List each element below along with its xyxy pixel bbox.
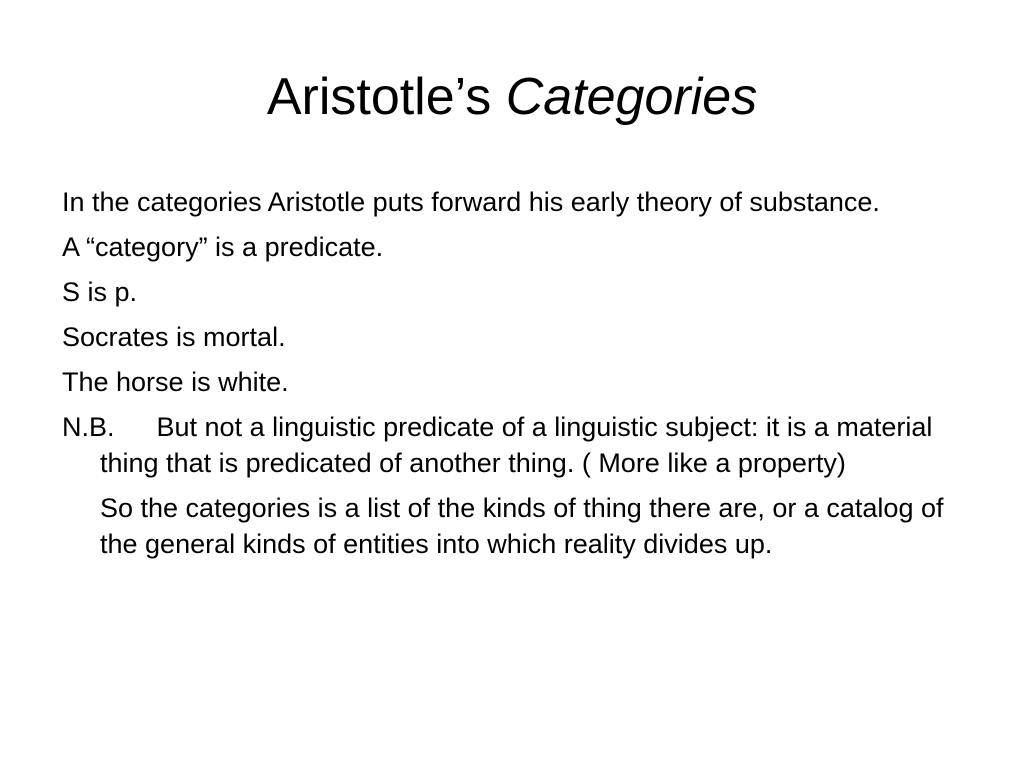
paragraph-categories-list: So the categories is a list of the kinds of thing there are, or a catalog of the general kinds of entities into which reality divides up.: [100, 493, 944, 559]
paragraph-category-definition: A “category” is a predicate.: [62, 232, 384, 262]
paragraph-horse-example: The horse is white.: [62, 367, 289, 397]
paragraph-nota-bene: [62, 409, 962, 481]
nota-bene-label: N.B.: [62, 412, 115, 442]
slide-title: [0, 62, 1024, 132]
title-italic: Categories: [505, 68, 758, 126]
paragraph-socrates-example: Socrates is mortal.: [62, 322, 286, 352]
paragraph-intro: In the categories Aristotle puts forward his early theory of substance.: [62, 187, 880, 217]
slide-body: [62, 184, 962, 571]
title-main: Aristotle’s: [266, 68, 492, 126]
nota-bene-text: But not a linguistic predicate of a linguistic subject: it is a material thing that is predicated of another thing. ( More like a property): [100, 412, 933, 478]
paragraph-s-is-p: S is p.: [62, 277, 138, 307]
